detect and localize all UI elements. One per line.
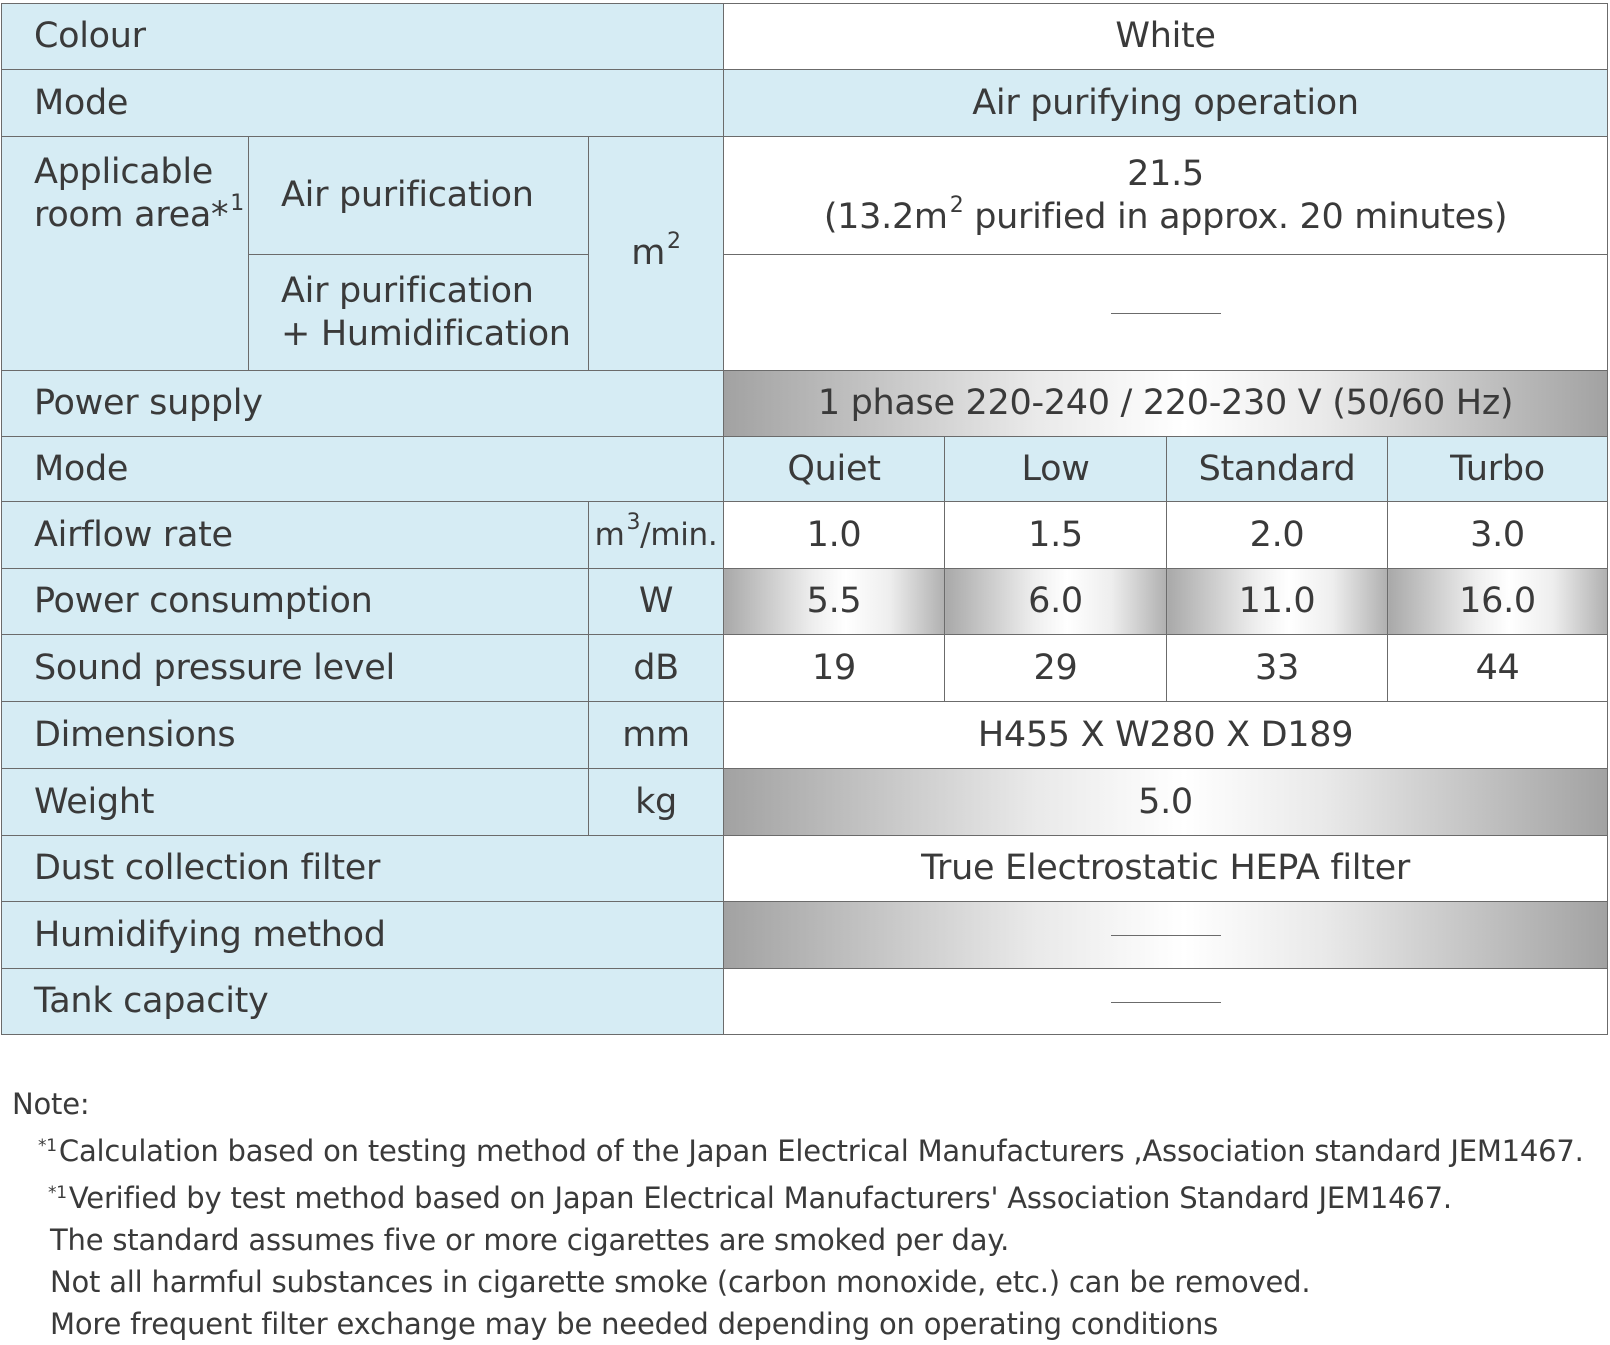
row-humidifying: [2, 902, 1608, 969]
note-line-3: The standard assumes five or more cigarettes are smoked per day.: [50, 1223, 1010, 1257]
spec-table: [1, 3, 1608, 1035]
row-airflow: [2, 502, 1608, 569]
power-supply-value: 1 phase 220-240 / 220-230 V (50/60 Hz): [724, 371, 1608, 437]
sound-label: Sound pressure level: [2, 635, 589, 702]
sound-turbo: 44: [1388, 635, 1608, 702]
note-line-5: More frequent filter exchange may be needed depending on operating conditions: [50, 1307, 1219, 1341]
airflow-quiet: 1.0: [724, 502, 945, 569]
mode-levels-label: Mode: [2, 437, 724, 502]
air-purification-value-sup: 2: [949, 192, 964, 218]
dust-filter-label: Dust collection filter: [2, 836, 724, 902]
mode-quiet: Quiet: [724, 437, 945, 502]
tank-label: Tank capacity: [2, 969, 724, 1035]
row-sound: [2, 635, 1608, 702]
power-consumption-low: 6.0: [945, 569, 1167, 635]
airflow-low: 1.5: [945, 502, 1167, 569]
air-purification-humidification-line1: Air purification: [281, 270, 534, 311]
airflow-turbo: 3.0: [1388, 502, 1608, 569]
note-line-1: [12, 1125, 1584, 1172]
air-purification-value-line2: [724, 192, 1607, 239]
power-supply-label: Power supply: [2, 371, 724, 437]
row-mode: [2, 70, 1608, 137]
room-area-label: [2, 137, 249, 371]
power-consumption-turbo: 16.0: [1388, 569, 1608, 635]
footnote-mark: *1: [48, 1183, 67, 1203]
power-consumption-quiet: 5.5: [724, 569, 945, 635]
room-area-unit-sup: 2: [667, 229, 681, 254]
mode-value: Air purifying operation: [724, 70, 1608, 137]
row-dust-filter: [2, 836, 1608, 902]
row-weight: [2, 769, 1608, 836]
air-purification-value: [724, 137, 1608, 255]
row-mode-levels: [2, 437, 1608, 502]
row-dimensions: [2, 702, 1608, 769]
airflow-unit-b: /min.: [640, 516, 718, 553]
note-line-4: Not all harmful substances in cigarette smoke (carbon monoxide, etc.) can be removed.: [50, 1265, 1311, 1299]
air-purification-value-line1: 21.5: [1127, 153, 1204, 194]
row-power-consumption: [2, 569, 1608, 635]
airflow-unit-a: m: [594, 516, 625, 553]
note-line-1-text: Calculation based on testing method of the Japan Electrical Manufacturers ,Association standard JEM1467.: [58, 1134, 1584, 1168]
empty-dash: [1111, 1002, 1221, 1003]
footnote-mark: *1: [38, 1136, 57, 1156]
air-purification-value-b: purified in approx. 20 minutes): [963, 196, 1508, 237]
air-purification-humidification-label: [249, 255, 589, 371]
mode-standard: Standard: [1167, 437, 1388, 502]
air-purification-humidification-line2: + Humidification: [281, 313, 571, 354]
room-area-unit: [589, 137, 724, 371]
row-room-area-1: [2, 137, 1608, 255]
room-area-label-line2: [34, 191, 248, 237]
sound-unit: dB: [589, 635, 724, 702]
air-purification-humidification-value: [724, 255, 1608, 371]
dust-filter-value: True Electrostatic HEPA filter: [724, 836, 1608, 902]
note-line-2-text: Verified by test method based on Japan Electrical Manufacturers' Association Standard JEM1467.: [68, 1181, 1452, 1215]
sound-standard: 33: [1167, 635, 1388, 702]
notes: [12, 1083, 1584, 1345]
sound-low: 29: [945, 635, 1167, 702]
room-area-footnote: 1: [230, 191, 244, 216]
dimensions-unit: mm: [589, 702, 724, 769]
airflow-unit: [589, 502, 724, 569]
colour-value: White: [724, 4, 1608, 70]
air-purification-label: Air purification: [249, 137, 589, 255]
air-purification-value-a: (13.2m: [823, 196, 948, 237]
room-area-label-line1: Applicable: [34, 152, 213, 192]
sound-quiet: 19: [724, 635, 945, 702]
weight-value: 5.0: [724, 769, 1608, 836]
power-consumption-standard: 11.0: [1167, 569, 1388, 635]
row-power-supply: [2, 371, 1608, 437]
room-area-label-text: room area*: [34, 195, 229, 235]
notes-heading: Note:: [12, 1087, 90, 1121]
colour-label: Colour: [2, 4, 724, 70]
weight-label: Weight: [2, 769, 589, 836]
mode-low: Low: [945, 437, 1167, 502]
empty-dash: [1111, 935, 1221, 936]
row-colour: [2, 4, 1608, 70]
row-tank: [2, 969, 1608, 1035]
dimensions-value: H455 X W280 X D189: [724, 702, 1608, 769]
mode-turbo: Turbo: [1388, 437, 1608, 502]
power-consumption-label: Power consumption: [2, 569, 589, 635]
airflow-unit-sup: 3: [626, 509, 641, 535]
humidifying-value: [724, 902, 1608, 969]
room-area-unit-text: m: [631, 233, 666, 273]
airflow-label: Airflow rate: [2, 502, 589, 569]
weight-unit: kg: [589, 769, 724, 836]
tank-value: [724, 969, 1608, 1035]
humidifying-label: Humidifying method: [2, 902, 724, 969]
note-line-2: [12, 1172, 1584, 1219]
power-consumption-unit: W: [589, 569, 724, 635]
dimensions-label: Dimensions: [2, 702, 589, 769]
empty-dash: [1111, 313, 1221, 314]
airflow-standard: 2.0: [1167, 502, 1388, 569]
mode-label: Mode: [2, 70, 724, 137]
